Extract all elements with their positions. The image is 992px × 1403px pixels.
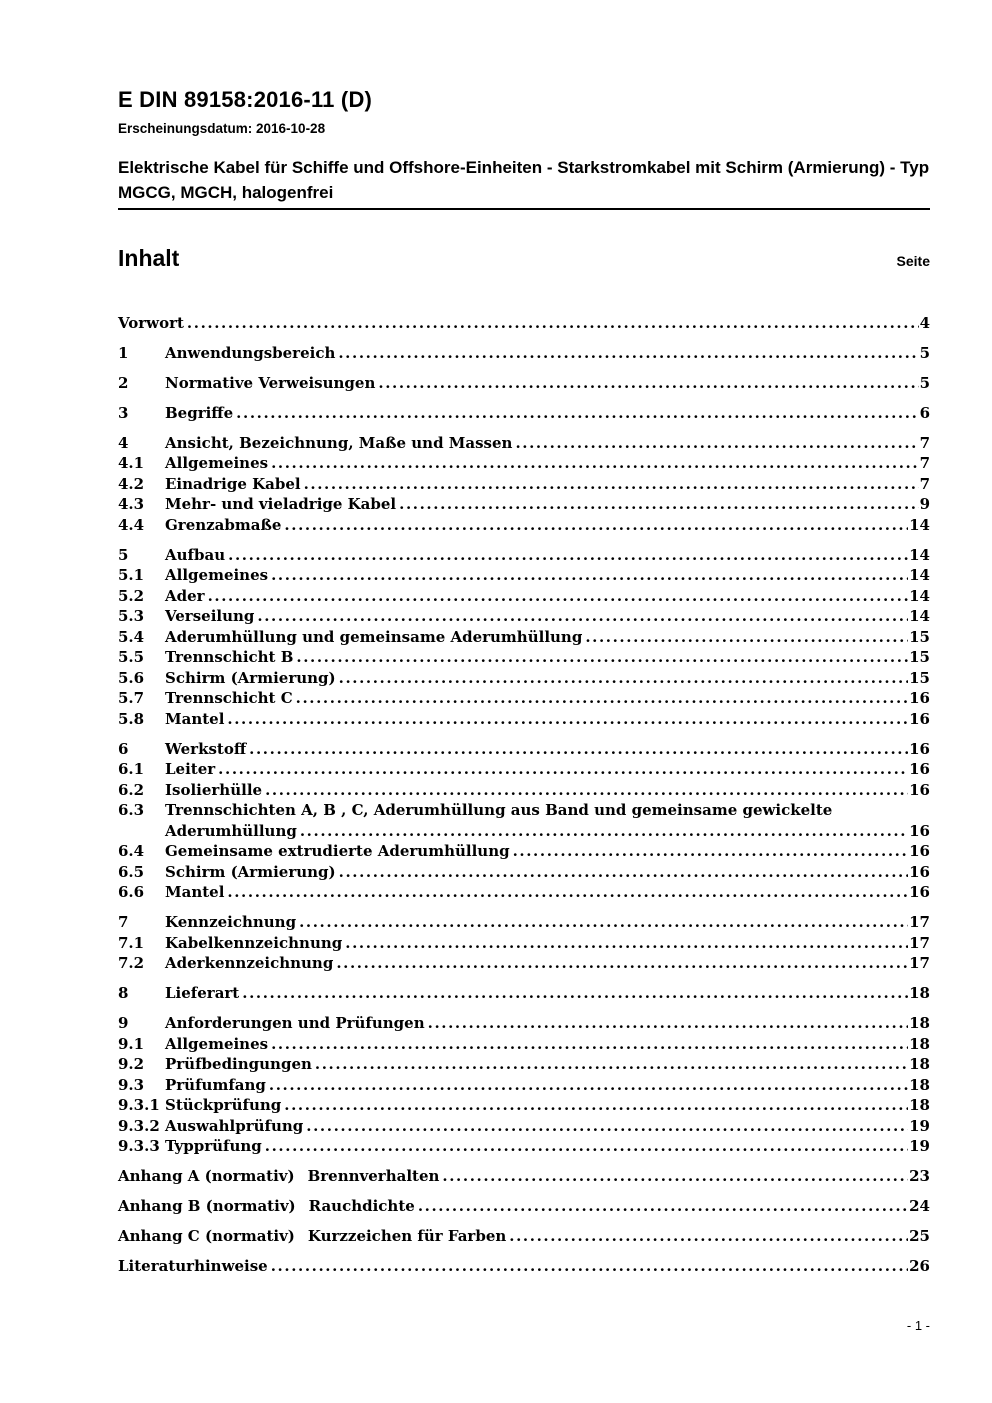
toc-entry-number: 2 [118,373,129,392]
toc-entry [118,912,930,933]
toc-entry-page: 15 [909,627,930,646]
toc-entry-number: 4.4 [118,515,145,534]
toc-entry-title: Aufbau [165,545,226,564]
toc-dot-leader [265,1136,908,1157]
toc-dot-leader [296,688,908,709]
toc-header [118,245,930,271]
toc-entry-page: 16 [909,821,930,840]
toc-entry [118,1196,930,1217]
toc-entry-page: 17 [909,933,930,952]
toc-dot-leader [339,862,909,883]
toc-entry-page: 5 [919,373,930,392]
toc-dot-leader [249,739,908,760]
toc-dot-leader [284,1095,908,1116]
toc-dot-leader [296,647,908,668]
toc-entry-title: Allgemeines [165,566,269,584]
toc-entry [118,474,930,495]
toc-entry-number: 9.3.1 [118,1096,160,1114]
toc-dot-leader [339,668,909,689]
toc-entry-number: 9.3.2 [118,1116,160,1135]
toc-dot-leader [227,882,908,903]
toc-entry [118,759,930,780]
toc-entry [118,882,930,903]
toc-entry-title: Leiter [165,760,216,778]
toc-entry-page: 5 [919,343,930,362]
toc-entry-title: Mehr- und vieladrige Kabel [165,495,397,513]
toc-entry-title: Aderumhüllung und gemeinsame Aderumhüllung [165,627,583,646]
toc-entry [118,545,930,566]
toc-entry-page: 17 [909,913,930,931]
toc-entry-number: Anhang C (normativ) [118,1227,295,1245]
toc-entry [118,668,930,689]
toc-entry [118,953,930,974]
toc-dot-leader [418,1196,908,1217]
toc-dot-leader [269,1075,908,1096]
toc-entry-number: 5 [118,545,129,564]
toc-entry-title: Trennschicht B [165,648,294,666]
toc-entry-title: Begriffe [165,403,234,422]
toc-entry-page: 18 [909,1014,930,1032]
toc-entry-title: Anwendungsbereich [165,343,336,362]
toc-entry-title: Brennverhalten [307,1167,440,1185]
toc-entry-number: 7 [118,913,129,931]
toc-entry-page: 16 [909,709,930,728]
toc-entry-page: 16 [909,739,930,758]
toc-dot-leader [338,343,918,364]
toc-entry-number: 7.2 [118,954,145,972]
toc-entry-page: 26 [909,1257,930,1275]
toc-dot-leader [515,433,918,454]
toc-entry-title: Aderkennzeichnung [165,954,334,972]
toc-entry-number: 5.2 [118,586,145,605]
toc-entry-page: 16 [909,862,930,881]
toc-entry-title: Stückprüfung [165,1096,282,1114]
toc-entry-page: 18 [909,1055,930,1073]
toc-dot-leader [208,586,909,607]
toc-entry-number: 9 [118,1014,129,1032]
toc-entry-title: Einadrige Kabel [165,474,301,493]
toc-entry-number: 4.3 [118,495,145,513]
toc-entry-title: Vorwort [118,313,184,332]
toc-entry-page: 7 [919,433,930,452]
toc-dot-leader [271,453,918,474]
toc-entry-number: 5.5 [118,648,145,666]
toc-entry-title: Allgemeines [165,1034,269,1053]
toc-entry-number: 6.6 [118,883,145,901]
toc-entry-number: 5.8 [118,709,145,728]
toc-entry-page: 16 [909,689,930,707]
toc-entry-title: Trennschicht C [165,689,293,707]
toc-entry-title: Trennschichten A, B , C, Aderumhüllung aus Band und gemeinsame gewickelte [165,801,833,819]
toc-entry-page: 18 [909,1096,930,1114]
toc-entry [118,709,930,730]
toc-entry [118,1226,930,1247]
toc-dot-leader [187,313,919,334]
toc-entry-number: 5.4 [118,627,145,646]
toc-entry-number: 9.3 [118,1075,145,1094]
toc-entry-number: 9.1 [118,1034,145,1053]
toc-entry-page: 15 [909,648,930,666]
toc-entry-page: 16 [909,760,930,778]
toc-entry-title: Werkstoff [165,739,247,758]
document-title: Elektrische Kabel für Schiffe und Offshore-Einheiten - Starkstromkabel mit Schirm (Armierung) - Typ MGCG, MGCH, halogenfrei [118,158,930,202]
toc-entry-page: 14 [909,545,930,564]
toc-dot-leader [378,373,918,394]
toc-dot-leader [315,1054,908,1075]
toc-entry-page: 18 [909,1034,930,1053]
toc-entry-title: Gemeinsame extrudierte Aderumhüllung [165,842,510,860]
toc-entry [118,983,930,1004]
toc-entry-title: Normative Verweisungen [165,373,376,392]
toc-dot-leader [242,983,908,1004]
toc-entry-title: Ader [165,586,205,605]
toc-dot-leader [509,1226,908,1247]
toc-entry-number: 6.2 [118,780,145,799]
toc-entry-page: 19 [909,1137,930,1155]
toc-entry-page: 7 [919,454,930,472]
toc-dot-leader [227,709,908,730]
toc-entry-page: 16 [909,780,930,799]
toc-dot-leader [336,953,908,974]
toc-entry [118,403,930,424]
toc-dot-leader [218,759,908,780]
toc-entry-number: 6.1 [118,760,145,778]
toc-entry-title: Literaturhinweise [118,1257,268,1275]
toc-dot-leader [284,515,908,536]
toc-dot-leader [513,841,909,862]
toc-entry [118,313,930,334]
toc-entry [118,586,930,607]
toc-entry-number: 7.1 [118,933,145,952]
toc-dot-leader [265,780,908,801]
toc-entry-page: 23 [909,1167,930,1185]
toc-dot-leader [299,912,908,933]
toc-entry-page: 14 [909,515,930,534]
toc-entry [118,1034,930,1055]
toc-entry-page: 14 [909,607,930,625]
toc-entry-title: Typprüfung [165,1137,262,1155]
toc-entry-title: Rauchdichte [308,1197,415,1215]
toc-entry [118,1166,930,1187]
toc-dot-leader [236,403,918,424]
toc-entry-page: 17 [909,954,930,972]
toc-entry-number: 3 [118,403,129,422]
toc-dot-leader [585,627,908,648]
toc-entry-page: 18 [909,984,930,1002]
toc-dot-leader [442,1166,908,1187]
header-divider [118,208,930,210]
toc-entry-page: 19 [909,1116,930,1135]
toc-entry-title: Mantel [165,883,225,901]
toc-dot-leader [345,933,908,954]
toc-entry [118,1136,930,1157]
toc-entry-title: Isolierhülle [165,780,263,799]
toc-entry-number: 9.3.3 [118,1137,160,1155]
toc-dot-leader [399,494,918,515]
toc-entry-number: 5.3 [118,607,145,625]
toc-entry-number: 8 [118,984,129,1002]
toc-entry-page: 6 [919,403,930,422]
toc-entry-number: 6.5 [118,862,145,881]
toc-entry-page: 4 [919,313,930,332]
toc-entry-number: 4 [118,433,129,452]
toc-entry-page: 25 [909,1227,930,1245]
toc-entry [118,373,930,394]
toc-entry-title: Lieferart [165,984,240,1002]
toc-entry-title: Mantel [165,709,225,728]
toc-entry-title: Schirm (Armierung) [165,862,336,881]
toc-entry-number: 4.1 [118,454,145,472]
toc-dot-leader [271,1034,908,1055]
toc-entry-number: 5.6 [118,668,145,687]
toc-entry-page: 18 [909,1075,930,1094]
toc-entry-title: Aderumhüllung [165,821,297,840]
toc-entry [118,821,930,842]
toc-entry [118,565,930,586]
toc-entry-page: 24 [909,1197,930,1215]
page-number-footer: - 1 - [906,1318,930,1333]
toc-dot-leader [271,1256,908,1277]
toc-entry-title: Prüfbedingungen [165,1055,312,1073]
toc-entry [118,1095,930,1116]
toc-entry [118,1075,930,1096]
document-number: E DIN 89158:2016-11 (D) [118,87,373,112]
toc-entry [118,841,930,862]
toc-entry-title: Allgemeines [165,454,269,472]
toc-entry-number: 1 [118,343,129,362]
publication-date: Erscheinungsdatum: 2016-10-28 [118,121,326,136]
toc-entry-number: 4.2 [118,474,145,493]
toc-entry-title: Schirm (Armierung) [165,668,336,687]
toc-entry-number: 9.2 [118,1055,145,1073]
toc-entry [118,647,930,668]
toc-entry-title: Anforderungen und Prüfungen [165,1014,425,1032]
toc-dot-leader [428,1013,909,1034]
toc-entry-title: Verseilung [165,607,255,625]
toc-entry-title: Ansicht, Bezeichnung, Maße und Massen [165,433,513,452]
document-header [118,88,930,210]
toc-entry [118,453,930,474]
toc-entry-title: Grenzabmaße [165,515,282,534]
toc-entry-number: Anhang A (normativ) [118,1167,295,1185]
toc-dot-leader [306,1116,908,1137]
toc-entry-number: 5.7 [118,689,145,707]
toc-entry-title: Prüfumfang [165,1075,266,1094]
toc-entry [118,606,930,627]
toc-entry [118,739,930,760]
toc-entry-number: 6 [118,739,129,758]
toc-entry-number: 6.3 [118,801,145,819]
toc-entry [118,515,930,536]
toc-entry-page: 14 [909,566,930,584]
toc-entry [118,1256,930,1277]
toc-entry-number: 6.4 [118,842,145,860]
toc-entry [118,627,930,648]
toc-entry [118,780,930,801]
toc-entry [118,343,930,364]
toc-list [118,303,930,1277]
toc-entry-page: 15 [909,668,930,687]
toc-entry [118,933,930,954]
toc-entry-title: Kennzeichnung [165,913,297,931]
toc-entry [118,1013,930,1034]
toc-entry [118,862,930,883]
toc-dot-leader [257,606,908,627]
toc-entry-page: 16 [909,842,930,860]
toc-entry [118,1054,930,1075]
toc-entry [118,800,930,821]
toc-entry-number: 5.1 [118,566,145,584]
toc-entry-title: Kabelkennzeichnung [165,933,343,952]
toc-dot-leader [228,545,908,566]
toc-entry-page: 14 [909,586,930,605]
toc-page-column-label: Seite [896,253,930,269]
toc-entry-page: 7 [919,474,930,493]
toc-dot-leader [304,474,919,495]
toc-entry-title: Auswahlprüfung [165,1116,304,1135]
toc-dot-leader [300,821,908,842]
toc-dot-leader [271,565,908,586]
toc-entry-title: Kurzzeichen für Farben [307,1227,507,1245]
toc-entry-page: 16 [909,883,930,901]
toc-entry [118,1116,930,1137]
toc-entry-page: 9 [919,495,930,513]
toc-entry [118,688,930,709]
toc-entry [118,494,930,515]
toc-heading: Inhalt [118,245,180,271]
toc-entry [118,433,930,454]
toc-entry-number: Anhang B (normativ) [118,1197,296,1215]
